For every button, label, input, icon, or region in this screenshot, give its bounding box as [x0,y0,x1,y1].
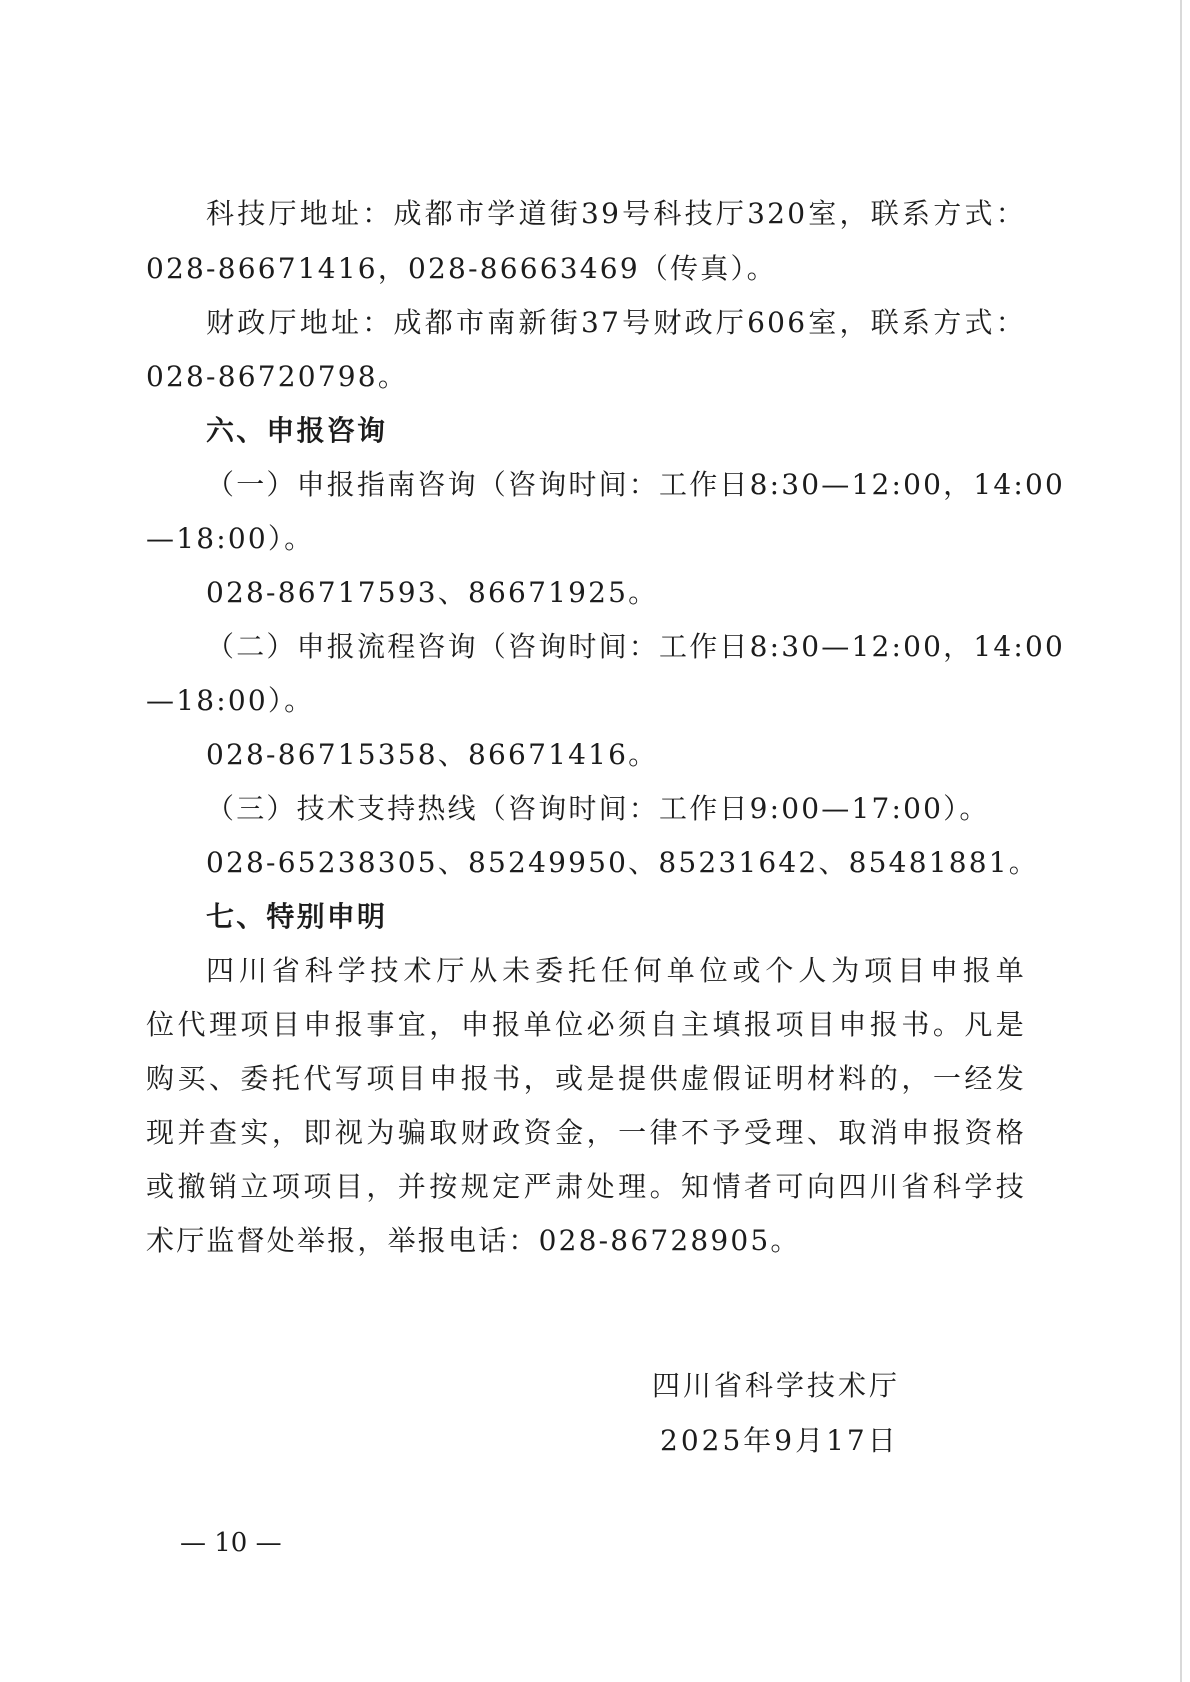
consult-phone-1: 028-86717593、86671925。 [206,576,659,609]
consult-line-4: —18:00）。 [146,684,315,717]
section-heading-6: 六、申报咨询 [206,414,388,447]
signature-date: 2025年9月17日 [660,1424,899,1457]
statement-line-3: 购买、委托代写项目申报书，或是提供虚假证明材料的，一经发 [146,1062,1026,1095]
address-line-2: 028-86671416，028-86663469（传真）。 [146,252,777,285]
section-heading-7: 七、特别申明 [206,900,388,933]
address-line-4: 028-86720798。 [146,360,409,393]
consult-line-5: （三）技术支持热线（咨询时间：工作日9:00—17:00）。 [206,792,990,825]
consult-phone-3: 028-65238305、85249950、85231642、85481881。 [206,846,1039,879]
address-line-3: 财政厅地址：成都市南新街37号财政厅606室，联系方式： [206,306,1026,339]
consult-line-2: —18:00）。 [146,522,315,555]
statement-line-1: 四川省科学技术厅从未委托任何单位或个人为项目申报单 [206,954,1026,987]
statement-line-2: 位代理项目申报事宜，申报单位必须自主填报项目申报书。凡是 [146,1008,1026,1041]
address-line-1: 科技厅地址：成都市学道街39号科技厅320室，联系方式： [206,197,1026,230]
signature-organization: 四川省科学技术厅 [652,1369,901,1402]
page-number: — 10 — [180,1528,282,1558]
statement-line-6: 术厅监督处举报，举报电话：028-86728905。 [146,1224,801,1257]
statement-line-5: 或撤销立项项目，并按规定严肃处理。知情者可向四川省科学技 [146,1170,1026,1203]
consult-phone-2: 028-86715358、86671416。 [206,738,659,771]
consult-line-1: （一）申报指南咨询（咨询时间：工作日8:30—12:00，14:00 [206,468,1066,501]
statement-line-4: 现并查实，即视为骗取财政资金，一律不予受理、取消申报资格 [146,1116,1026,1149]
consult-line-3: （二）申报流程咨询（咨询时间：工作日8:30—12:00，14:00 [206,630,1066,663]
scan-edge-divider [1180,0,1182,1682]
